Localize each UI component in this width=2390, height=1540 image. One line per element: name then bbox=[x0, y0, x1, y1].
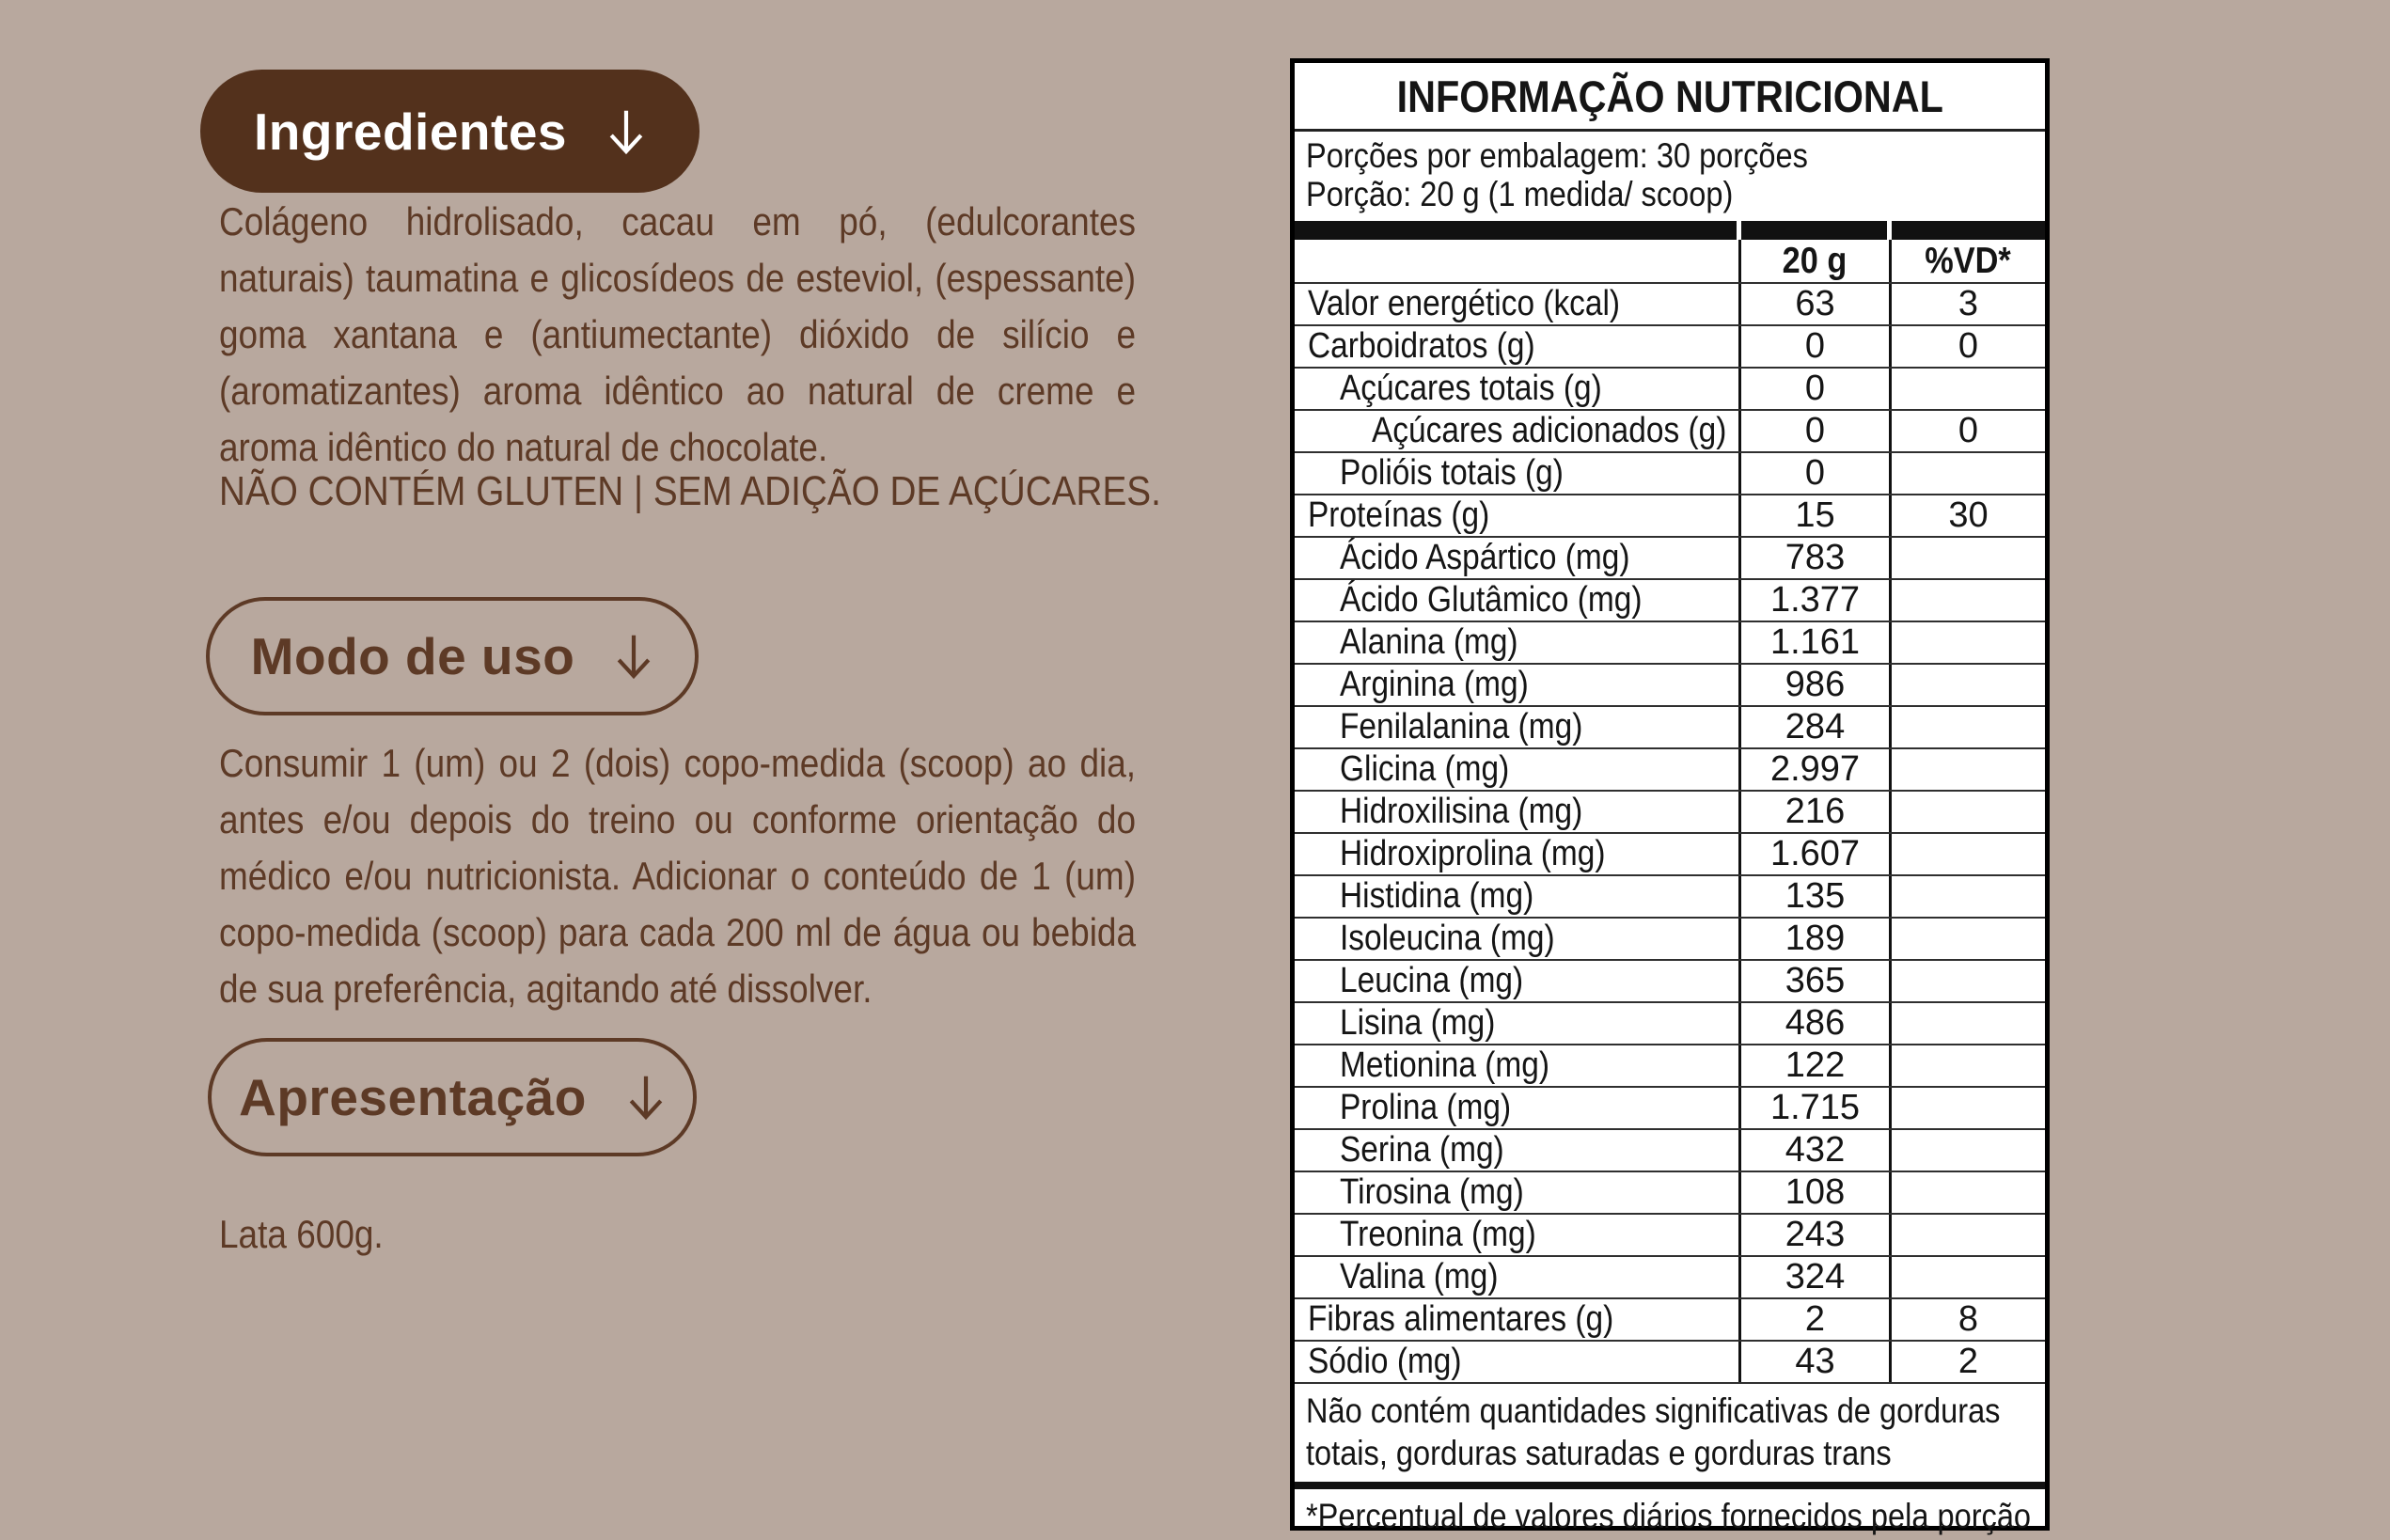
nutrient-dv bbox=[1889, 665, 2045, 705]
nutrient-dv: 8 bbox=[1889, 1299, 2045, 1340]
table-header-row bbox=[1295, 240, 2045, 284]
table-row bbox=[1295, 1003, 2045, 1045]
table-footnote: *Percentual de valores diários fornecidos pela porção bbox=[1306, 1497, 2032, 1535]
accordion-label: Apresentação bbox=[239, 1068, 587, 1126]
table-row bbox=[1295, 411, 2045, 453]
nutrient-dv bbox=[1889, 1088, 2045, 1128]
table-row bbox=[1295, 1257, 2045, 1299]
table-row bbox=[1295, 495, 2045, 538]
arrow-down-icon bbox=[626, 1070, 666, 1124]
nutrient-label: Sódio (mg) bbox=[1308, 1342, 1462, 1381]
header-blank bbox=[1295, 240, 1738, 282]
nutrient-dv bbox=[1889, 1257, 2045, 1297]
nutrient-dv bbox=[1889, 792, 2045, 832]
table-row bbox=[1295, 326, 2045, 369]
nutrient-dv bbox=[1889, 961, 2045, 1001]
nutrient-label: Tirosina (mg) bbox=[1340, 1172, 1524, 1212]
nutrient-dv bbox=[1889, 538, 2045, 578]
nutrient-label: Ácido Aspártico (mg) bbox=[1340, 538, 1630, 577]
ingredients-text: Colágeno hidrolisado, cacau em pó, (edulcorantes naturais) taumatina e glicosídeos de esteviol, (espessante) goma xantana e (antiumectante) dióxido de silício e (aromatizantes) aroma idêntico ao natural de creme e aroma idêntico do natural de chocolate. bbox=[219, 199, 1137, 469]
nutrient-label: Ácido Glutâmico (mg) bbox=[1340, 580, 1643, 620]
nutrient-label: Leucina (mg) bbox=[1340, 961, 1524, 1000]
nutrient-label: Metionina (mg) bbox=[1340, 1045, 1550, 1085]
nutrient-amount: 43 bbox=[1738, 1342, 1889, 1382]
nutrient-dv bbox=[1889, 919, 2045, 959]
table-row bbox=[1295, 1299, 2045, 1342]
nutrient-dv bbox=[1889, 749, 2045, 790]
nutrient-amount: 0 bbox=[1738, 369, 1889, 409]
nutrient-amount: 0 bbox=[1738, 411, 1889, 451]
nutrient-amount: 216 bbox=[1738, 792, 1889, 832]
serving-size: Porção: 20 g (1 medida/ scoop) bbox=[1306, 175, 1734, 213]
nutrient-amount: 2.997 bbox=[1738, 749, 1889, 790]
nutrient-amount: 0 bbox=[1738, 453, 1889, 494]
nutrient-label: Valor energético (kcal) bbox=[1308, 284, 1621, 323]
table-row bbox=[1295, 622, 2045, 665]
nutrient-amount: 15 bbox=[1738, 495, 1889, 536]
serving-info bbox=[1295, 132, 2045, 221]
table-row bbox=[1295, 876, 2045, 919]
nutrient-label: Arginina (mg) bbox=[1340, 665, 1529, 704]
nutrient-dv: 0 bbox=[1889, 326, 2045, 367]
table-row bbox=[1295, 707, 2045, 749]
nutrient-label: Lisina (mg) bbox=[1340, 1003, 1496, 1043]
nutrient-dv bbox=[1889, 834, 2045, 874]
nutrient-label: Hidroxiprolina (mg) bbox=[1340, 834, 1606, 873]
accordion-button-apresentacao[interactable] bbox=[208, 1038, 697, 1156]
table-row bbox=[1295, 919, 2045, 961]
claims-text: NÃO CONTÉM GLUTEN | SEM ADIÇÃO DE AÇÚCARES. bbox=[219, 468, 1161, 514]
nutrient-dv bbox=[1889, 369, 2045, 409]
nutrient-amount: 0 bbox=[1738, 326, 1889, 367]
nutrient-amount: 986 bbox=[1738, 665, 1889, 705]
nutrient-label: Histidina (mg) bbox=[1340, 876, 1534, 916]
nutrient-label: Serina (mg) bbox=[1340, 1130, 1504, 1170]
nutrient-label: Treonina (mg) bbox=[1340, 1215, 1536, 1254]
thick-divider bbox=[1295, 1482, 2045, 1489]
accordion-label: Modo de uso bbox=[250, 627, 575, 685]
table-row bbox=[1295, 580, 2045, 622]
accordion-button-modo-de-uso[interactable] bbox=[206, 597, 699, 715]
nutrition-table-title: INFORMAÇÃO NUTRICIONAL bbox=[1295, 63, 2045, 132]
nutrient-amount: 1.377 bbox=[1738, 580, 1889, 621]
servings-per-package: Porções por embalagem: 30 porções bbox=[1306, 136, 1808, 175]
nutrient-amount: 122 bbox=[1738, 1045, 1889, 1086]
nutrient-dv bbox=[1889, 1172, 2045, 1213]
nutrition-facts-table bbox=[1290, 58, 2050, 1535]
nutrient-dv bbox=[1889, 580, 2045, 621]
nutrient-amount: 63 bbox=[1738, 284, 1889, 324]
table-row bbox=[1295, 665, 2045, 707]
nutrient-amount: 2 bbox=[1738, 1299, 1889, 1340]
presentation-text: Lata 600g. bbox=[219, 1212, 384, 1256]
nutrient-amount: 1.715 bbox=[1738, 1088, 1889, 1128]
nutrient-label: Fibras alimentares (g) bbox=[1308, 1299, 1614, 1339]
nutrient-dv: 3 bbox=[1889, 284, 2045, 324]
nutrient-amount: 1.607 bbox=[1738, 834, 1889, 874]
nutrient-dv: 0 bbox=[1889, 411, 2045, 451]
nutrient-label: Polióis totais (g) bbox=[1340, 453, 1564, 493]
table-row bbox=[1295, 749, 2045, 792]
table-body bbox=[1295, 284, 2045, 1384]
accordion-button-ingredientes[interactable] bbox=[200, 70, 700, 193]
table-row bbox=[1295, 1172, 2045, 1215]
table-divider-bar bbox=[1295, 221, 2045, 240]
nutrient-label: Hidroxilisina (mg) bbox=[1340, 792, 1583, 831]
nutrient-label: Proteínas (g) bbox=[1308, 495, 1490, 535]
nutrient-dv bbox=[1889, 1215, 2045, 1255]
table-row bbox=[1295, 538, 2045, 580]
table-row bbox=[1295, 961, 2045, 1003]
nutrient-amount: 486 bbox=[1738, 1003, 1889, 1044]
nutrient-amount: 284 bbox=[1738, 707, 1889, 747]
nutrient-amount: 135 bbox=[1738, 876, 1889, 917]
table-row bbox=[1295, 453, 2045, 495]
table-row bbox=[1295, 1215, 2045, 1257]
nutrient-dv bbox=[1889, 622, 2045, 663]
nutrient-label: Açúcares adicionados (g) bbox=[1372, 411, 1727, 450]
header-dv: %VD* bbox=[1889, 240, 2045, 282]
arrow-down-icon bbox=[606, 104, 646, 159]
table-note: Não contém quantidades significativas de gorduras totais, gorduras saturadas e gorduras trans bbox=[1306, 1391, 2001, 1472]
header-amount: 20 g bbox=[1738, 240, 1889, 282]
nutrient-amount: 324 bbox=[1738, 1257, 1889, 1297]
nutrient-amount: 243 bbox=[1738, 1215, 1889, 1255]
nutrient-amount: 189 bbox=[1738, 919, 1889, 959]
nutrient-dv: 30 bbox=[1889, 495, 2045, 536]
nutrient-amount: 783 bbox=[1738, 538, 1889, 578]
nutrient-label: Isoleucina (mg) bbox=[1340, 919, 1555, 958]
nutrient-amount: 1.161 bbox=[1738, 622, 1889, 663]
nutrient-dv: 2 bbox=[1889, 1342, 2045, 1382]
nutrient-label: Alanina (mg) bbox=[1340, 622, 1518, 662]
nutrient-label: Carboidratos (g) bbox=[1308, 326, 1535, 366]
table-row bbox=[1295, 1342, 2045, 1384]
table-row bbox=[1295, 1045, 2045, 1088]
nutrient-amount: 365 bbox=[1738, 961, 1889, 1001]
nutrient-amount: 432 bbox=[1738, 1130, 1889, 1171]
nutrient-dv bbox=[1889, 707, 2045, 747]
nutrient-label: Valina (mg) bbox=[1340, 1257, 1499, 1296]
nutrient-label: Glicina (mg) bbox=[1340, 749, 1510, 789]
nutrient-label: Fenilalanina (mg) bbox=[1340, 707, 1583, 746]
table-row bbox=[1295, 284, 2045, 326]
nutrient-label: Prolina (mg) bbox=[1340, 1088, 1512, 1127]
accordion-label: Ingredientes bbox=[253, 102, 568, 161]
nutrient-dv bbox=[1889, 1130, 2045, 1171]
nutrient-amount: 108 bbox=[1738, 1172, 1889, 1213]
table-row bbox=[1295, 792, 2045, 834]
usage-text: Consumir 1 (um) ou 2 (dois) copo-medida (scoop) ao dia, antes e/ou depois do treino ou conforme orientação do médico e/ou nutricionista. Adicionar o conteúdo de 1 (um) copo-medida (scoop) para cada 200 ml de água ou bebida de sua preferência, agitando até dissolver. bbox=[219, 741, 1137, 1011]
table-row bbox=[1295, 1088, 2045, 1130]
arrow-down-icon bbox=[614, 629, 653, 684]
table-row bbox=[1295, 834, 2045, 876]
nutrient-dv bbox=[1889, 1003, 2045, 1044]
table-row bbox=[1295, 369, 2045, 411]
nutrient-dv bbox=[1889, 453, 2045, 494]
nutrient-dv bbox=[1889, 1045, 2045, 1086]
nutrient-label: Açúcares totais (g) bbox=[1340, 369, 1602, 408]
nutrient-dv bbox=[1889, 876, 2045, 917]
table-row bbox=[1295, 1130, 2045, 1172]
